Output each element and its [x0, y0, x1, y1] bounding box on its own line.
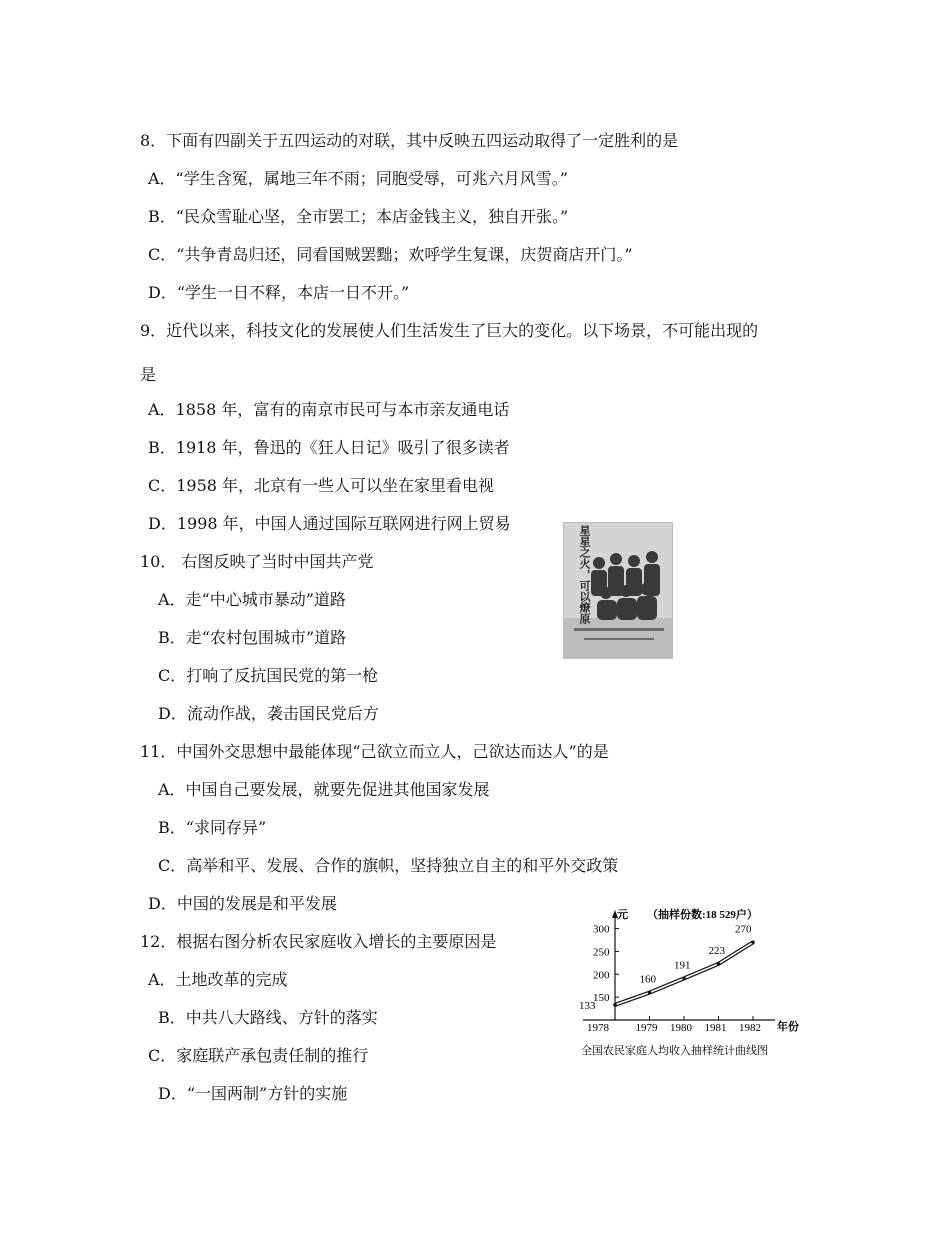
chart-xlabel: 年份: [777, 1021, 799, 1033]
chart-ytick-label: 200: [593, 969, 610, 982]
q9-option-a: A．1858 年，富有的南京市民可与本市亲友通电话: [148, 400, 510, 419]
q8-option-a: A．“学生含冤，属地三年不雨；同胞受辱，可兆六月风雪。”: [148, 169, 568, 188]
chart-data-label: 191: [674, 959, 691, 972]
q10-stem: 10． 右图反映了当时中国共产党: [140, 552, 374, 571]
income-line-chart: [575, 902, 815, 1062]
q8-option-b: B．“民众雪耻心坚，全市罢工；本店金钱主义，独自开张。”: [148, 207, 569, 226]
chart-xtick-label: 1982: [739, 1022, 761, 1034]
q9-option-d: D．1998 年，中国人通过国际互联网进行网上贸易: [148, 514, 511, 533]
chart-ylabel: 元: [617, 909, 628, 921]
q10-option-c: C．打响了反抗国民党的第一枪: [158, 666, 379, 685]
chart-data-point: [613, 1003, 617, 1007]
q9-stem-line1: 9．近代以来，科技文化的发展使人们生活发生了巨大的变化。以下场景，不可能出现的: [140, 321, 759, 340]
q10-option-d: D．流动作战，袭击国民党后方: [158, 704, 379, 723]
q12-option-d: D．“一国两制”方针的实施: [158, 1084, 348, 1103]
painting-caption: 星星之火，可以燎原: [578, 525, 591, 624]
chart-ytick-label: 300: [593, 923, 610, 936]
q11-option-a: A．中国自己要发展，就要先促进其他国家发展: [158, 780, 490, 799]
chart-xtick-label: 1980: [670, 1022, 692, 1034]
q11-stem: 11．中国外交思想中最能体现“己欲立而立人，己欲达而达人”的是: [140, 742, 609, 761]
historical-painting-image: [563, 522, 673, 659]
chart-series-line-outer: [615, 942, 753, 1005]
q12-stem: 12．根据右图分析农民家庭收入增长的主要原因是: [140, 932, 497, 951]
q12-option-b: B．中共八大路线、方针的落实: [158, 1008, 378, 1027]
chart-data-point: [648, 991, 652, 995]
q11-option-b: B．“求同存异”: [158, 818, 267, 837]
chart-data-point: [751, 940, 755, 944]
q10-option-b: B．走“农村包围城市”道路: [158, 628, 347, 647]
q12-option-c: C．家庭联产承包责任制的推行: [148, 1046, 369, 1065]
q9-stem-line2: 是: [140, 365, 157, 384]
chart-sample-note: （抽样份数:18 529户）: [647, 909, 758, 921]
q9-option-b: B．1918 年，鲁迅的《狂人日记》吸引了很多读者: [148, 438, 510, 457]
chart-data-label: 270: [735, 923, 752, 936]
chart-xtick-label: 1979: [635, 1022, 658, 1034]
chart-xtick-label: 1978: [587, 1022, 609, 1034]
chart-xtick-label: 1981: [704, 1022, 727, 1034]
chart-data-point: [717, 962, 721, 966]
q8-stem: 8．下面有四副关于五四运动的对联，其中反映五四运动取得了一定胜利的是: [140, 131, 679, 150]
chart-title: 全国农民家庭人均收入抽样统计曲线图: [581, 1045, 768, 1057]
q8-option-c: C．“共争青岛归还，同看国贼罢黜；欢呼学生复课，庆贺商店开门。”: [148, 245, 633, 264]
q10-option-a: A．走“中心城市暴动”道路: [158, 590, 346, 609]
q12-option-a: A．土地改革的完成: [148, 970, 288, 989]
chart-data-label: 223: [708, 944, 725, 957]
chart-ytick-label: 150: [593, 992, 610, 1005]
q9-option-c: C．1958 年，北京有一些人可以坐在家里看电视: [148, 476, 495, 495]
q11-option-d: D．中国的发展是和平发展: [148, 894, 337, 913]
chart-data-label: 160: [639, 973, 656, 986]
q11-option-c: C．高举和平、发展、合作的旗帜，坚持独立自主的和平外交政策: [158, 856, 619, 875]
chart-ytick-label: 250: [593, 946, 610, 959]
chart-data-label: 133: [579, 999, 596, 1012]
q8-option-d: D．“学生一日不释，本店一日不开。”: [148, 283, 410, 302]
chart-data-point: [682, 977, 686, 981]
